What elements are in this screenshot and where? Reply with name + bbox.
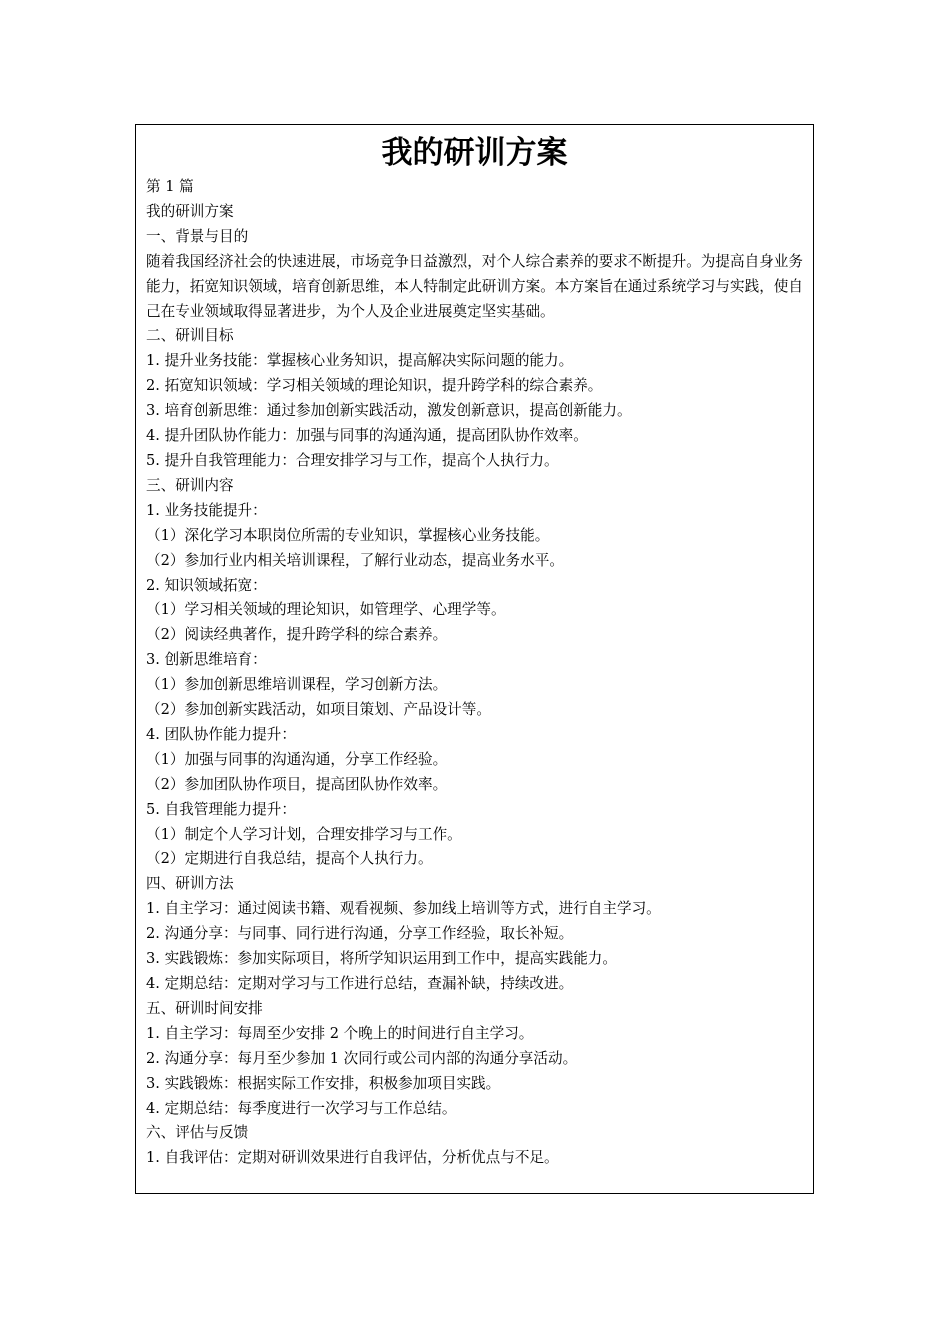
sub-item: （1）制定个人学习计划，合理安排学习与工作。	[146, 825, 462, 843]
section-heading: 六、评估与反馈	[146, 1124, 249, 1142]
list-item: 1. 提升业务技能：掌握核心业务知识，提高解决实际问题的能力。	[146, 352, 574, 370]
list-item: 2. 拓宽知识领域：学习相关领域的理论知识，提升跨学科的综合素养。	[146, 377, 603, 395]
list-item: 4. 定期总结：每季度进行一次学习与工作总结。	[146, 1099, 457, 1117]
list-item: 3. 实践锻炼：根据实际工作安排，积极参加项目实践。	[146, 1074, 501, 1092]
sub-item: （1）加强与同事的沟通沟通，分享工作经验。	[146, 750, 448, 768]
sub-item: （1）学习相关领域的理论知识，如管理学、心理学等。	[146, 601, 506, 619]
list-item: 5. 自我管理能力提升：	[146, 800, 296, 818]
text-line: 我的研训方案	[146, 202, 234, 220]
document-title: 我的研训方案	[381, 135, 568, 171]
sub-item: （2）定期进行自我总结，提高个人执行力。	[146, 850, 433, 868]
sub-item: （2）参加创新实践活动，如项目策划、产品设计等。	[146, 701, 491, 719]
sub-item: （1）参加创新思维培训课程，学习创新方法。	[146, 676, 448, 694]
list-item: 4. 提升团队协作能力：加强与同事的沟通沟通，提高团队协作效率。	[146, 427, 588, 445]
list-item: 3. 实践锻炼：参加实际项目，将所学知识运用到工作中，提高实践能力。	[146, 950, 617, 968]
list-item: 4. 定期总结：定期对学习与工作进行总结，查漏补缺，持续改进。	[146, 975, 574, 992]
section-heading: 五、研训时间安排	[146, 999, 263, 1017]
list-item: 1. 自主学习：通过阅读书籍、观看视频、参加线上培训等方式，进行自主学习。	[146, 900, 661, 918]
list-item: 1. 业务技能提升：	[146, 501, 267, 519]
document-body	[136, 175, 813, 1171]
list-item: 2. 沟通分享：与同事、同行进行沟通，分享工作经验，取长补短。	[146, 925, 574, 943]
sub-item: （2）阅读经典著作，提升跨学科的综合素养。	[146, 626, 448, 644]
section-heading: 一、背景与目的	[146, 227, 249, 245]
paragraph: 随着我国经济社会的快速进展，市场竞争日益激烈，对个人综合素养的要求不断提升。为提高自身业务能力，拓宽知识领域，培育创新思维，本人特制定此研训方案。本方案旨在通过系统学习与实践，使自己在专业领域取得显著进步，为个人及企业进展奠定坚实基础。	[146, 252, 803, 320]
sub-item: （2）参加团队协作项目，提高团队协作效率。	[146, 775, 448, 793]
sub-item: （2）参加行业内相关培训课程，了解行业动态，提高业务水平。	[146, 551, 564, 569]
list-item: 3. 培育创新思维：通过参加创新实践活动，激发创新意识，提高创新能力。	[146, 402, 632, 420]
list-item: 4. 团队协作能力提升：	[146, 725, 296, 743]
text-line: 第 1 篇	[146, 178, 194, 195]
list-item: 2. 沟通分享：每月至少参加 1 次同行或公司内部的沟通分享活动。	[146, 1049, 578, 1067]
section-heading: 四、研训方法	[146, 875, 234, 893]
list-item: 5. 提升自我管理能力：合理安排学习与工作，提高个人执行力。	[146, 451, 559, 469]
list-item: 3. 创新思维培育：	[146, 651, 267, 669]
sub-item: （1）深化学习本职岗位所需的专业知识，掌握核心业务技能。	[146, 526, 550, 544]
document-frame	[135, 124, 814, 1194]
section-heading: 三、研训内容	[146, 476, 234, 494]
list-item: 2. 知识领域拓宽：	[146, 576, 267, 594]
list-item: 1. 自我评估：定期对研训效果进行自我评估，分析优点与不足。	[146, 1149, 559, 1167]
section-heading: 二、研训目标	[146, 327, 234, 345]
list-item: 1. 自主学习：每周至少安排 2 个晚上的时间进行自主学习。	[146, 1024, 534, 1042]
